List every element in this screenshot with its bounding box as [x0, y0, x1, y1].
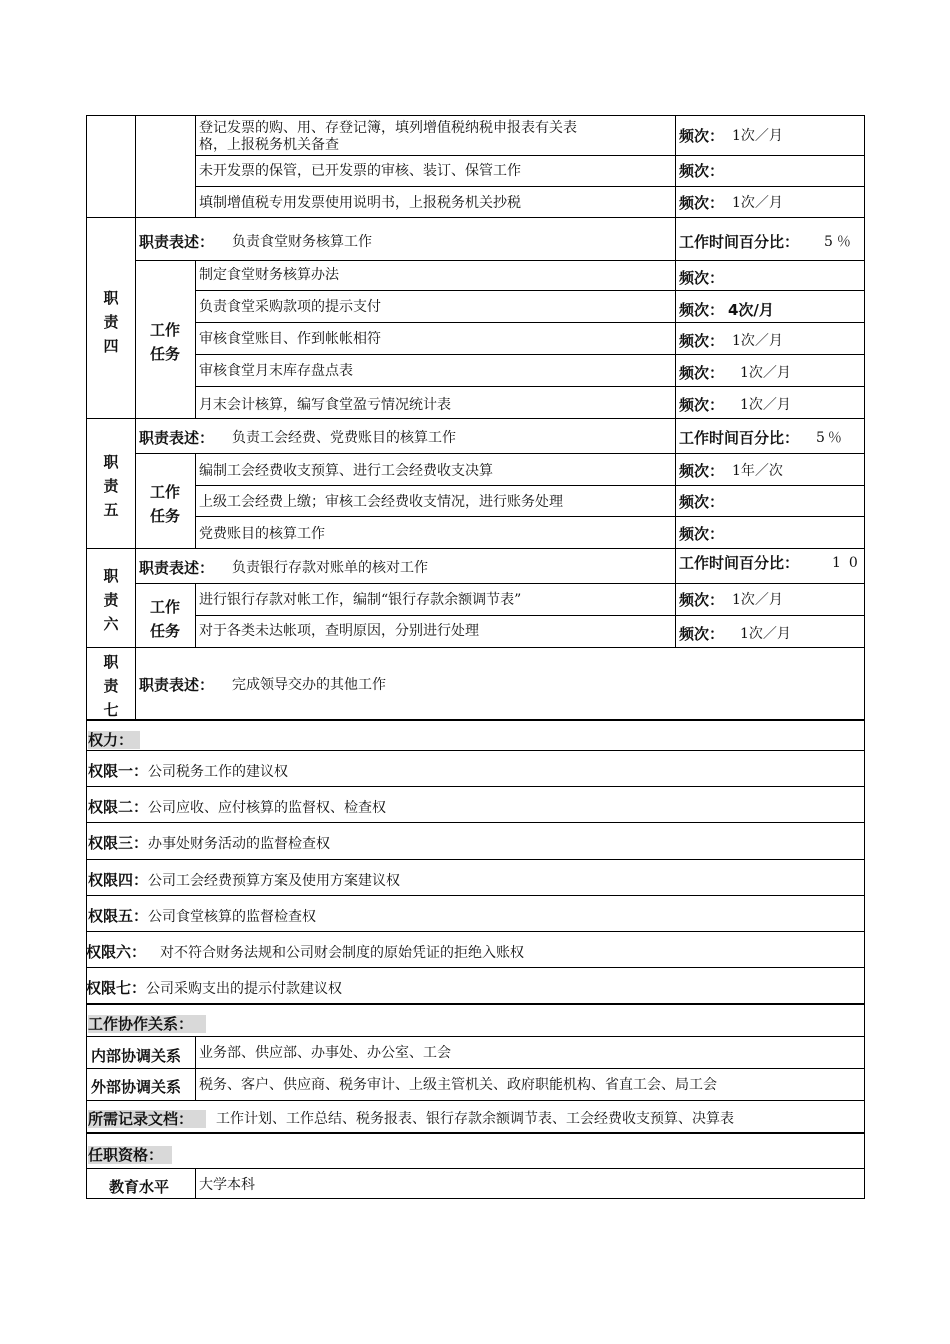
frequency-label: 频次：: [679, 332, 725, 350]
task-text: 填制增值税专用发票使用说明书，上报税务机关抄税: [199, 195, 521, 211]
time-percentage-label: 工作时间百分比：: [679, 554, 800, 572]
duty-description: 负责工会经费、党费账目的核算工作: [232, 430, 456, 446]
task-section-label: 工作 任务: [149, 483, 180, 525]
duty-label: 职 责 四: [103, 289, 119, 355]
time-percentage: 10: [832, 555, 866, 571]
frequency-label: 频次：: [679, 462, 725, 480]
frequency-label: 频次：: [679, 493, 725, 511]
authority-item: [88, 832, 330, 853]
task-text: 党费账目的核算工作: [199, 526, 325, 542]
authority-item-label: 权限七：: [86, 979, 147, 997]
external-coordination-label: 外部协调关系: [91, 1078, 182, 1096]
external-coordination: 税务、客户、供应商、税务审计、上级主管机关、政府职能机构、省直工会、局工会: [199, 1077, 717, 1093]
task-section-label: 工作 任务: [149, 598, 180, 640]
duty-description-label: 职责表述：: [139, 676, 215, 694]
authority-item-text: 公司工会经费预算方案及使用方案建议权: [148, 873, 401, 889]
duty-description: 完成领导交办的其他工作: [232, 677, 386, 693]
authority-heading: 权力：: [88, 731, 140, 749]
authority-item-text: 对不符合财务法规和公司财会制度的原始凭证的拒绝入账权: [160, 945, 525, 961]
authority-item-text: 公司应收、应付核算的监督权、检查权: [148, 800, 387, 816]
cooperation-heading: 工作协作关系：: [88, 1015, 206, 1033]
task-text: 上级工会经费上缴；审核工会经费收支情况，进行账务处理: [199, 494, 563, 510]
task-text: 制定食堂财务核算办法: [199, 267, 339, 283]
frequency-label: 频次：: [679, 269, 725, 287]
records-documents: 工作计划、工作总结、税务报表、银行存款余额调节表、工会经费收支预算、决算表: [216, 1111, 734, 1127]
task-text: 负责食堂采购款项的提示支付: [199, 299, 381, 315]
task-text: 月末会计核算，编写食堂盈亏情况统计表: [199, 397, 451, 413]
duty-label: 职 责 六: [103, 567, 119, 633]
frequency-label: 频次：: [679, 162, 725, 180]
task-text: 编制工会经费收支预算、进行工会经费收支决算: [199, 463, 493, 479]
frequency-label: 频次：: [679, 591, 725, 609]
duty-description-label: 职责表述：: [139, 559, 215, 577]
qualification-heading: 任职资格：: [88, 1146, 172, 1164]
task-text: 对于各类未达帐项，查明原因，分别进行处理: [199, 623, 479, 639]
internal-coordination-label: 内部协调关系: [91, 1047, 182, 1065]
duty-description-label: 职责表述：: [139, 429, 215, 447]
education-level: 大学本科: [199, 1177, 255, 1193]
frequency-value: 1年／次: [732, 463, 783, 479]
task-text: 未开发票的保管，已开发票的审核、装订、保管工作: [199, 163, 521, 179]
duty-description: 负责银行存款对账单的核对工作: [232, 560, 428, 576]
authority-item-label: 权限五：: [88, 907, 149, 925]
frequency-label: 频次：: [679, 525, 725, 543]
authority-item: [88, 796, 386, 817]
time-percentage-label: 工作时间百分比：: [679, 429, 800, 447]
task-text: 格，上报税务机关备查: [199, 137, 339, 153]
task-text: 进行银行存款对帐工作，编制“银行存款余额调节表”: [199, 592, 522, 608]
authority-item: [88, 905, 316, 926]
frequency-value: 1次／月: [740, 397, 791, 413]
frequency-value: 1次／月: [732, 592, 783, 608]
authority-item: [88, 869, 400, 890]
duty-description-label: 职责表述：: [139, 233, 215, 251]
authority-item-label: 权限一：: [88, 762, 149, 780]
frequency-value: 1次／月: [732, 333, 783, 349]
time-percentage-label: 工作时间百分比：: [679, 233, 800, 251]
frequency-label: 频次：: [679, 127, 725, 145]
authority-item-text: 公司税务工作的建议权: [148, 764, 289, 780]
authority-item: [86, 977, 342, 998]
authority-item-label: 权限二：: [88, 798, 149, 816]
authority-item: [86, 941, 524, 962]
authority-item-label: 权限六：: [86, 943, 147, 961]
authority-item-text: 公司采购支出的提示付款建议权: [146, 981, 343, 997]
time-percentage: 5％: [824, 234, 855, 250]
frequency-label: 频次：: [679, 396, 725, 414]
frequency-value: 4次/月: [728, 301, 774, 319]
authority-item-label: 权限三：: [88, 834, 149, 852]
task-text: 审核食堂账目、作到帐帐相符: [199, 331, 381, 347]
frequency-label: 频次：: [679, 301, 725, 319]
frequency-value: 1次／月: [740, 365, 791, 381]
frequency-label: 频次：: [679, 194, 725, 212]
task-text: 审核食堂月末库存盘点表: [199, 363, 353, 379]
duty-label: 职 责 五: [103, 453, 119, 519]
authority-item-label: 权限四：: [88, 871, 149, 889]
frequency-value: 1次／月: [740, 626, 791, 642]
frequency-label: 频次：: [679, 625, 725, 643]
education-level-label: 教育水平: [109, 1178, 170, 1196]
time-percentage: 5％: [816, 430, 845, 446]
duty-description: 负责食堂财务核算工作: [232, 234, 372, 250]
frequency-label: 频次：: [679, 364, 725, 382]
task-text: 登记发票的购、用、存登记簿，填列增值税纳税申报表有关表: [199, 120, 577, 136]
records-label: 所需记录文档：: [88, 1110, 206, 1128]
authority-item: [88, 760, 288, 781]
task-section-label: 工作 任务: [149, 321, 180, 363]
authority-item-text: 办事处财务活动的监督检查权: [148, 836, 331, 852]
frequency-value: 1次／月: [732, 128, 783, 144]
duty-label: 职 责 七: [103, 653, 119, 719]
frequency-value: 1次／月: [732, 195, 783, 211]
internal-coordination: 业务部、供应部、办事处、办公室、工会: [199, 1045, 451, 1061]
authority-item-text: 公司食堂核算的监督检查权: [148, 909, 317, 925]
